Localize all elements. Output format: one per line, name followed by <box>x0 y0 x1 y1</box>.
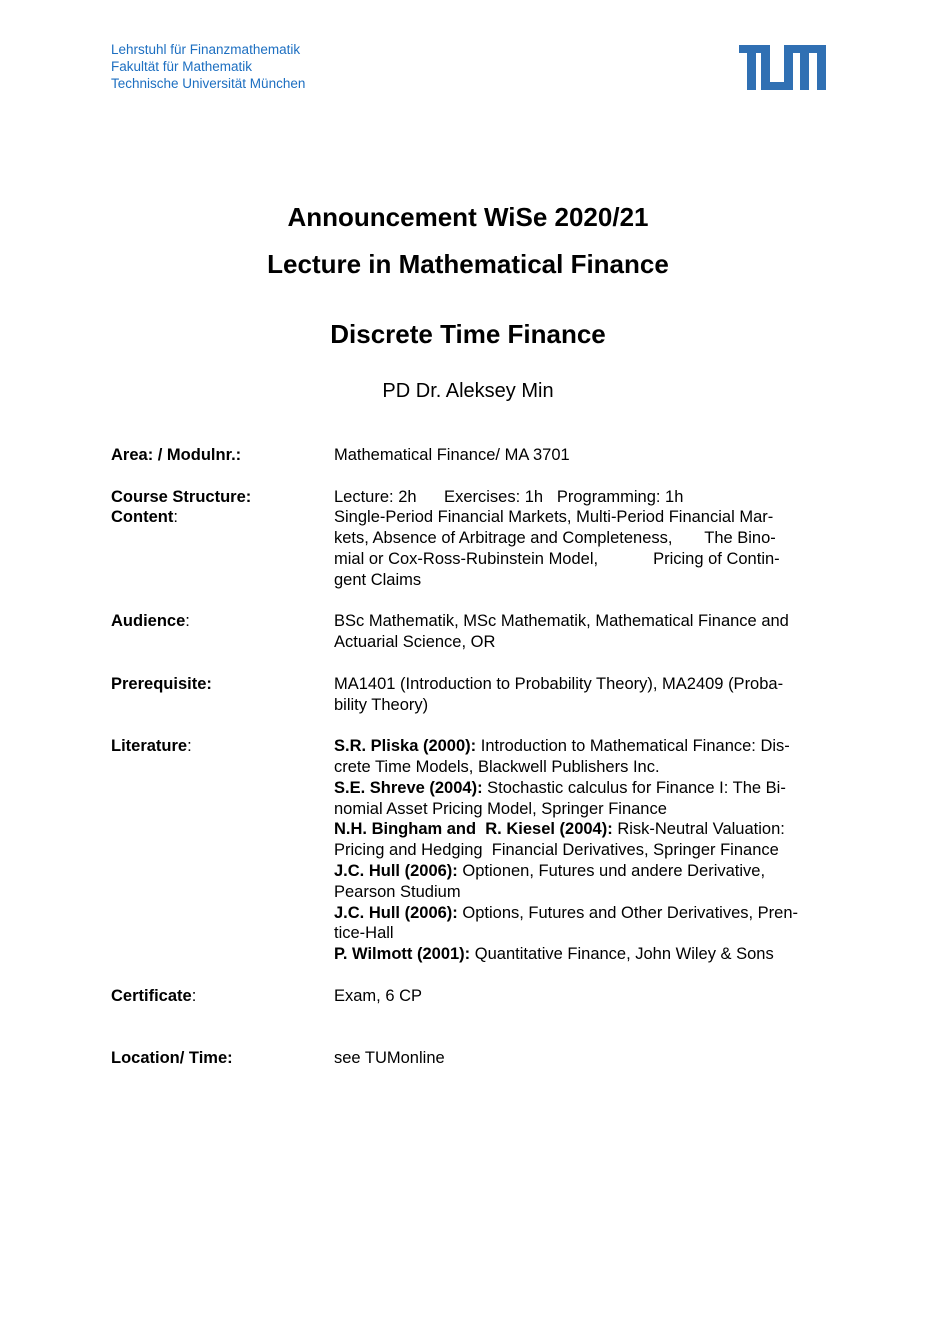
literature-author: P. Wilmott (2001): <box>334 945 471 964</box>
chair-name: Lehrstuhl für Finanzmathematik <box>111 42 301 57</box>
content-row <box>111 507 831 590</box>
course-info <box>111 445 831 1069</box>
literature-text: Quantitative Finance, John Wiley & Sons <box>470 945 774 964</box>
literature-author: S.R. Pliska (2000): <box>334 737 477 756</box>
structure-label: Course Structure: <box>111 487 252 506</box>
location-label: Location/ Time: <box>111 1049 233 1068</box>
literature-text: tice-Hall <box>334 924 394 943</box>
content-label: Content <box>111 508 174 527</box>
lecture-title: Lecture in Mathematical Finance <box>267 249 669 279</box>
literature-entry <box>334 861 824 903</box>
literature-entry <box>334 736 824 778</box>
literature-text: Stochastic calculus for Finance I: The Bi- <box>482 778 786 797</box>
literature-text: Introduction to Mathematical Finance: Dis- <box>476 737 790 756</box>
certificate-row <box>111 986 831 1007</box>
literature-text: Options, Futures and Other Derivatives, Pren- <box>457 903 799 922</box>
literature-author: J.C. Hull (2006): <box>334 861 458 880</box>
prerequisite-row <box>111 674 831 716</box>
content-line: mial or Cox-Ross-Rubinstein Model, Pricing of Contin- <box>334 549 780 568</box>
literature-label-colon: : <box>187 737 192 756</box>
location-row <box>111 1048 831 1069</box>
structure-value: Lecture: 2h Exercises: 1h Programming: 1h <box>334 487 684 506</box>
location-value: see TUMonline <box>334 1049 445 1068</box>
audience-line: BSc Mathematik, MSc Mathematik, Mathematical Finance and <box>334 612 789 631</box>
tum-logo <box>739 45 826 90</box>
lecturer-name: PD Dr. Aleksey Min <box>382 380 554 402</box>
literature-text: Optionen, Futures und andere Derivative, <box>457 861 766 880</box>
literature-text: Pearson Studium <box>334 882 461 901</box>
audience-label-colon: : <box>185 612 190 631</box>
course-title: Discrete Time Finance <box>330 319 606 349</box>
literature-label: Literature <box>111 737 188 756</box>
literature-entry <box>334 778 824 820</box>
audience-line: Actuarial Science, OR <box>334 633 496 652</box>
literature-author: N.H. Bingham and R. Kiesel (2004): <box>334 820 613 839</box>
literature-text: Risk-Neutral Valuation: <box>612 820 785 839</box>
content-line: gent Claims <box>334 570 422 589</box>
prerequisite-line: bility Theory) <box>334 695 429 714</box>
audience-label: Audience <box>111 612 186 631</box>
certificate-label: Certificate <box>111 986 192 1005</box>
structure-row <box>111 487 831 508</box>
literature-text: crete Time Models, Blackwell Publishers Inc. <box>334 757 660 776</box>
literature-text: nomial Asset Pricing Model, Springer Finance <box>334 799 667 818</box>
literature-entry <box>334 819 824 861</box>
certificate-label-colon: : <box>191 986 197 1005</box>
university-name: Technische Universität München <box>111 76 306 91</box>
certificate-value: Exam, 6 CP <box>334 986 423 1005</box>
audience-row <box>111 611 831 653</box>
literature-text: Pricing and Hedging Financial Derivatives, Springer Finance <box>334 841 779 860</box>
literature-entry <box>334 903 824 945</box>
prerequisite-label: Prerequisite: <box>111 674 212 693</box>
literature-entry <box>334 944 824 965</box>
area-value: Mathematical Finance/ MA 3701 <box>334 446 570 464</box>
content-line: kets, Absence of Arbitrage and Completeness, The Bino- <box>334 529 776 548</box>
area-label: Area: / Modulnr.: <box>111 446 242 464</box>
literature-author: J.C. Hull (2006): <box>334 903 458 922</box>
literature-author: S.E. Shreve (2004): <box>334 778 483 797</box>
content-label-colon: : <box>173 508 178 527</box>
area-row <box>111 445 831 466</box>
chair-info <box>111 41 305 92</box>
literature-row <box>111 736 831 965</box>
prerequisite-line: MA1401 (Introduction to Probability Theory), MA2409 (Proba- <box>334 674 784 693</box>
faculty-name: Fakultät für Mathematik <box>111 59 253 74</box>
announcement-title: Announcement WiSe 2020/21 <box>287 202 649 232</box>
content-line: Single-Period Financial Markets, Multi-Period Financial Mar- <box>334 508 774 527</box>
